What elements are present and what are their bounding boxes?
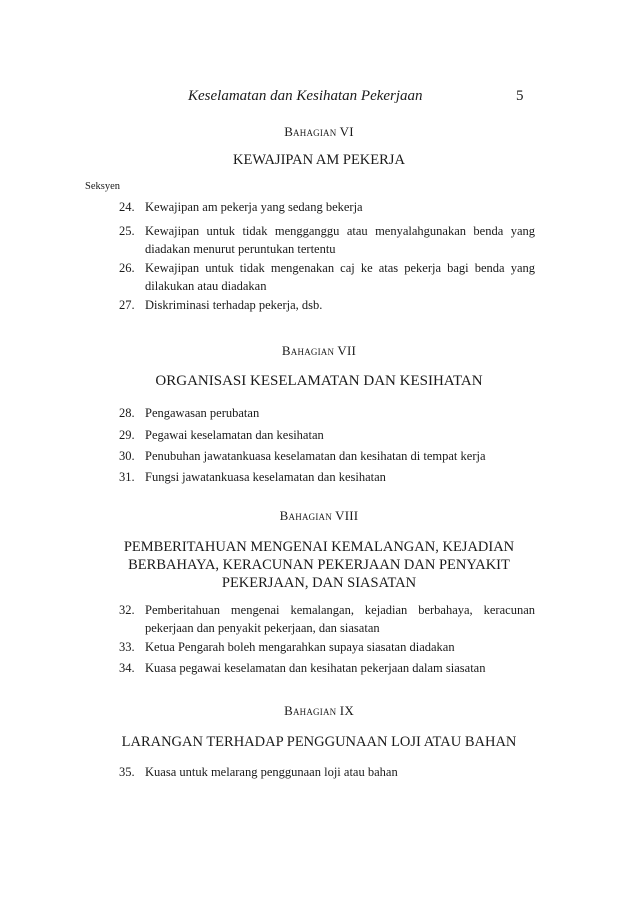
running-title: Keselamatan dan Kesihatan Pekerjaan — [188, 88, 423, 104]
part-ix-title: LARANGAN TERHADAP PENGGUNAAN LOJI ATAU BAHAN — [121, 734, 517, 750]
section-text: Kuasa pegawai keselamatan dan kesihatan pekerjaan dalam siasatan — [145, 661, 486, 675]
section-number: 28. — [119, 406, 135, 420]
section-number: 32. — [119, 603, 135, 617]
part-viii-title-line-3: PEKERJAAN, DAN SIASATAN — [221, 575, 417, 591]
section-text: Pegawai keselamatan dan kesihatan — [145, 428, 324, 442]
section-number: 25. — [119, 224, 135, 238]
part-viii-title — [110, 538, 528, 592]
section-text: Kewajipan untuk tidak mengenakan caj ke atas pekerja bagi benda yang dilakukan atau diadakan — [145, 261, 535, 293]
part-ix-label: Bahagian IX — [284, 703, 354, 718]
page-number: 5 — [516, 88, 524, 104]
section-number: 31. — [119, 470, 135, 484]
part-viii-title-line-1: PEMBERITAHUAN MENGENAI KEMALANGAN, KEJADIAN — [123, 539, 515, 555]
section-text: Ketua Pengarah boleh mengarahkan supaya siasatan diadakan — [145, 640, 455, 654]
section-number: 35. — [119, 765, 135, 779]
section-text: Diskriminasi terhadap pekerja, dsb. — [145, 298, 323, 312]
section-number: 29. — [119, 428, 135, 442]
section-number: 30. — [119, 449, 135, 463]
section-number: 33. — [119, 640, 135, 654]
part-vii-label: Bahagian VII — [281, 343, 357, 358]
section-number: 27. — [119, 298, 135, 312]
section-number: 26. — [119, 261, 135, 275]
section-text: Pemberitahuan mengenai kemalangan, kejadian berbahaya, keracunan pekerjaan dan penyakit pekerjaan, dan siasatan — [145, 603, 535, 635]
section-text: Kewajipan am pekerja yang sedang bekerja — [145, 200, 363, 214]
section-number: 24. — [119, 200, 135, 214]
section-text: Penubuhan jawatankuasa keselamatan dan kesihatan di tempat kerja — [145, 449, 486, 463]
section-text: Kewajipan untuk tidak mengganggu atau menyalahgunakan benda yang diadakan menurut peruntukan tertentu — [145, 224, 535, 256]
seksyen-label: Seksyen — [85, 181, 120, 192]
part-viii-label: Bahagian VIII — [279, 508, 359, 523]
part-vii-title: ORGANISASI KESELAMATAN DAN KESIHATAN — [155, 373, 483, 389]
section-number: 34. — [119, 661, 135, 675]
part-vi-title: KEWAJIPAN AM PEKERJA — [233, 152, 405, 168]
section-text: Pengawasan perubatan — [145, 406, 260, 420]
page-header — [0, 88, 638, 108]
section-text: Fungsi jawatankuasa keselamatan dan kesihatan — [145, 470, 386, 484]
part-viii-title-line-2: BERBAHAYA, KERACUNAN PEKERJAAN DAN PENYAKIT — [128, 557, 510, 573]
section-text: Kuasa untuk melarang penggunaan loji atau bahan — [145, 765, 398, 779]
part-vi-label: Bahagian VI — [284, 124, 354, 139]
